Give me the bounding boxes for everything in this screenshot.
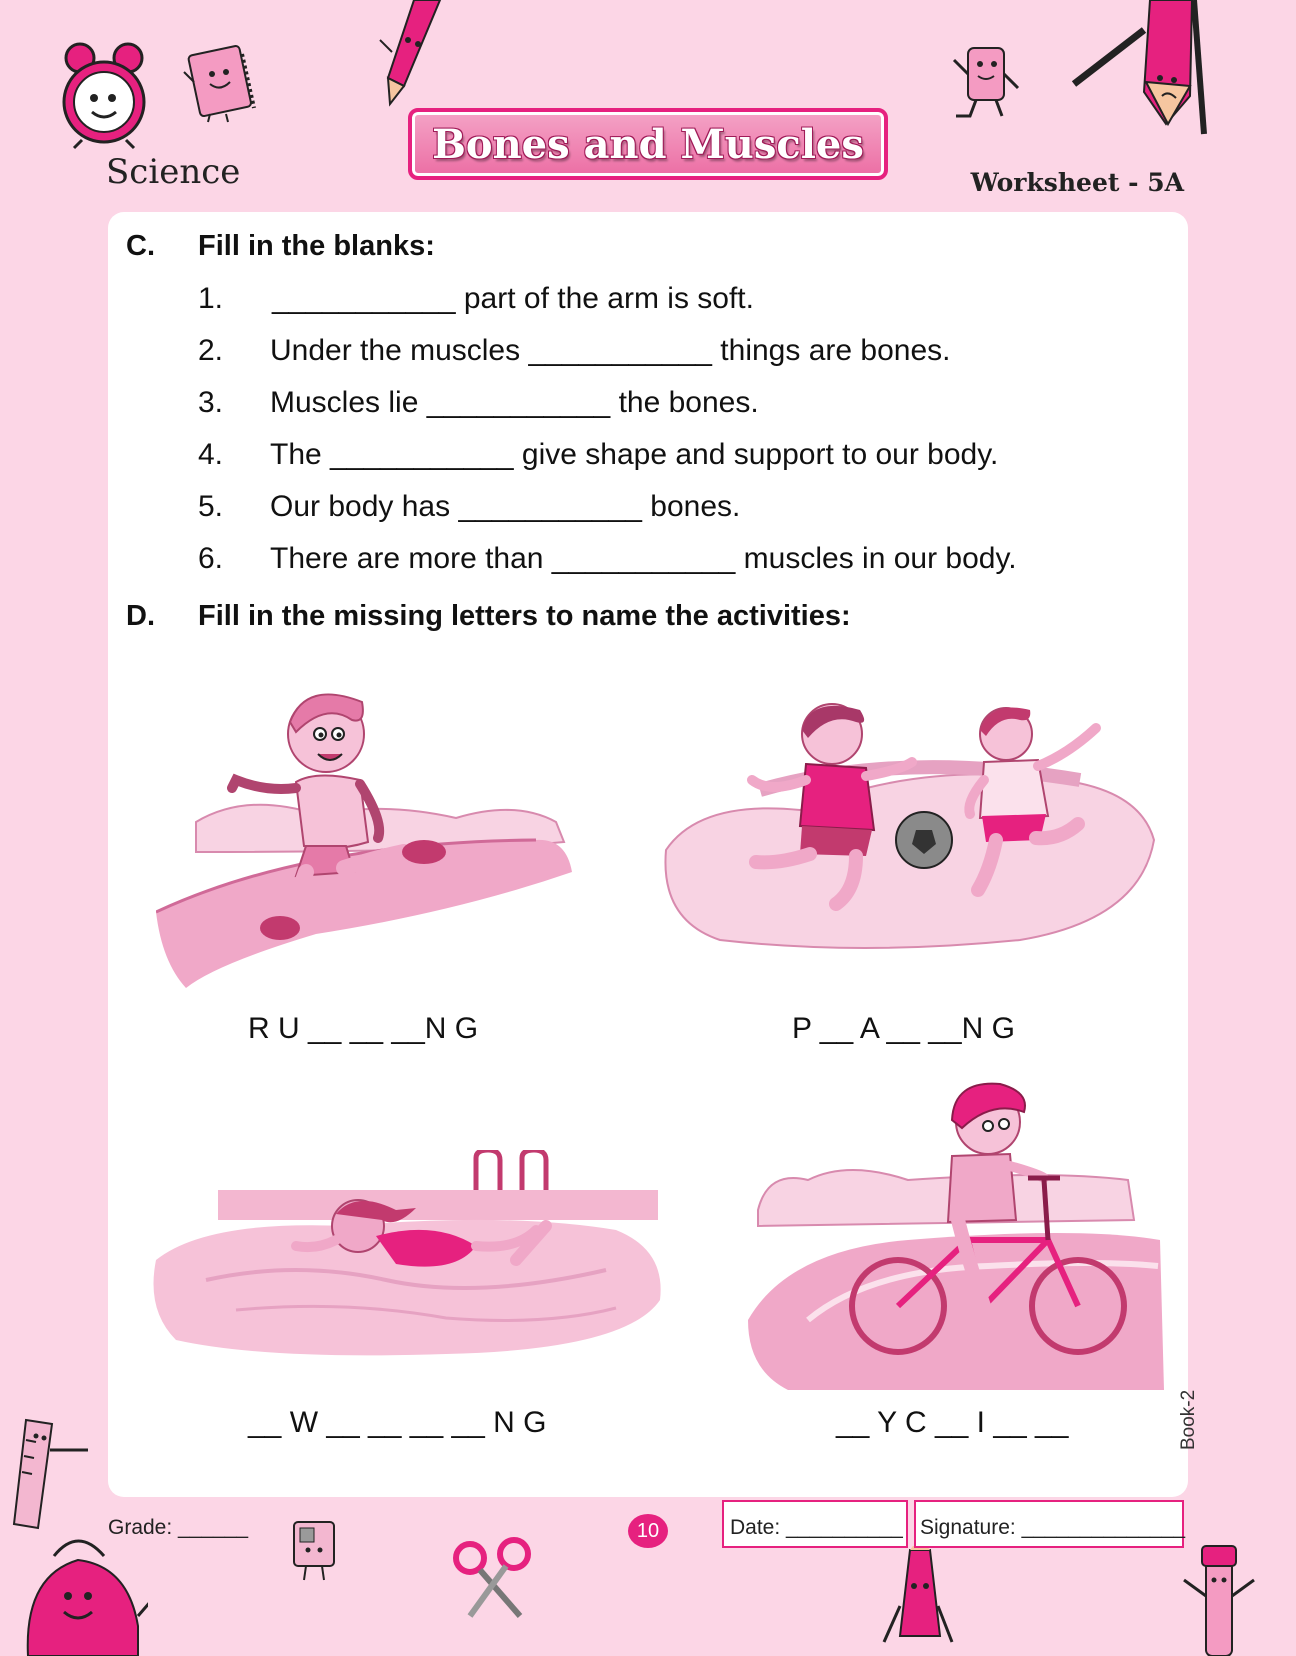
- pen-character-icon: [1180, 1540, 1260, 1656]
- notebook-character-icon: [176, 42, 262, 124]
- page-number: 10: [628, 1514, 668, 1548]
- running-boy-picture: [156, 672, 576, 992]
- ruler-character-icon: [8, 1410, 94, 1530]
- activity-caption-1: R U __ __ __N G: [248, 1012, 479, 1045]
- signature-box: [914, 1500, 1184, 1548]
- pencil-character-icon: [880, 1546, 956, 1656]
- activity-caption-4: __ Y C __ I __ __: [836, 1406, 1069, 1439]
- question-text: Muscles lie ___________ the bones.: [270, 386, 759, 419]
- activity-caption-2: P __ A __ __N G: [792, 1012, 1015, 1045]
- question-text: Under the muscles ___________ things are bones.: [270, 334, 951, 367]
- question-number: 3.: [198, 386, 224, 419]
- signature-field: Signature: ______________: [920, 1516, 1186, 1539]
- section-d-label: D.: [126, 600, 155, 632]
- question-text: Our body has ___________ bones.: [270, 490, 741, 523]
- question-number: 2.: [198, 334, 224, 367]
- grade-field: Grade: ______: [108, 1516, 249, 1539]
- activity-caption-3: __ W __ __ __ __ N G: [248, 1406, 547, 1439]
- section-c-title: Fill in the blanks:: [198, 230, 435, 262]
- subject-label: Science: [106, 152, 241, 192]
- swimming-girl-picture: [146, 1150, 666, 1360]
- question-number: 5.: [198, 490, 224, 523]
- section-d-title: Fill in the missing letters to name the activities:: [198, 600, 851, 632]
- question-text: The ___________ give shape and support to our body.: [270, 438, 999, 471]
- cycling-boy-picture: [748, 1070, 1168, 1390]
- section-c-label: C.: [126, 230, 155, 262]
- book-tag: Book-2: [1178, 1389, 1199, 1450]
- worksheet-title-banner: [408, 108, 888, 180]
- school-bag-icon: [18, 1526, 148, 1656]
- question-number: 6.: [198, 542, 224, 575]
- worksheet-title: Bones and Muscles: [432, 120, 864, 168]
- scissors-icon: [452, 1536, 536, 1620]
- question-text: ___________ part of the arm is soft.: [272, 282, 754, 315]
- eraser-character-icon: [946, 44, 1026, 120]
- question-number: 4.: [198, 438, 224, 471]
- date-box: [722, 1500, 908, 1548]
- pencil-character-icon: [378, 0, 444, 112]
- boys-playing-football-picture: [660, 690, 1160, 960]
- sharpener-icon: [282, 1516, 346, 1586]
- question-number: 1.: [198, 282, 224, 315]
- alarm-clock-icon: [52, 40, 152, 150]
- date-field: Date: __________: [730, 1516, 903, 1539]
- worksheet-number: Worksheet - 5A: [970, 168, 1184, 197]
- pencil-geometry-icon: [1070, 0, 1210, 136]
- question-text: There are more than ___________ muscles in our body.: [270, 542, 1017, 575]
